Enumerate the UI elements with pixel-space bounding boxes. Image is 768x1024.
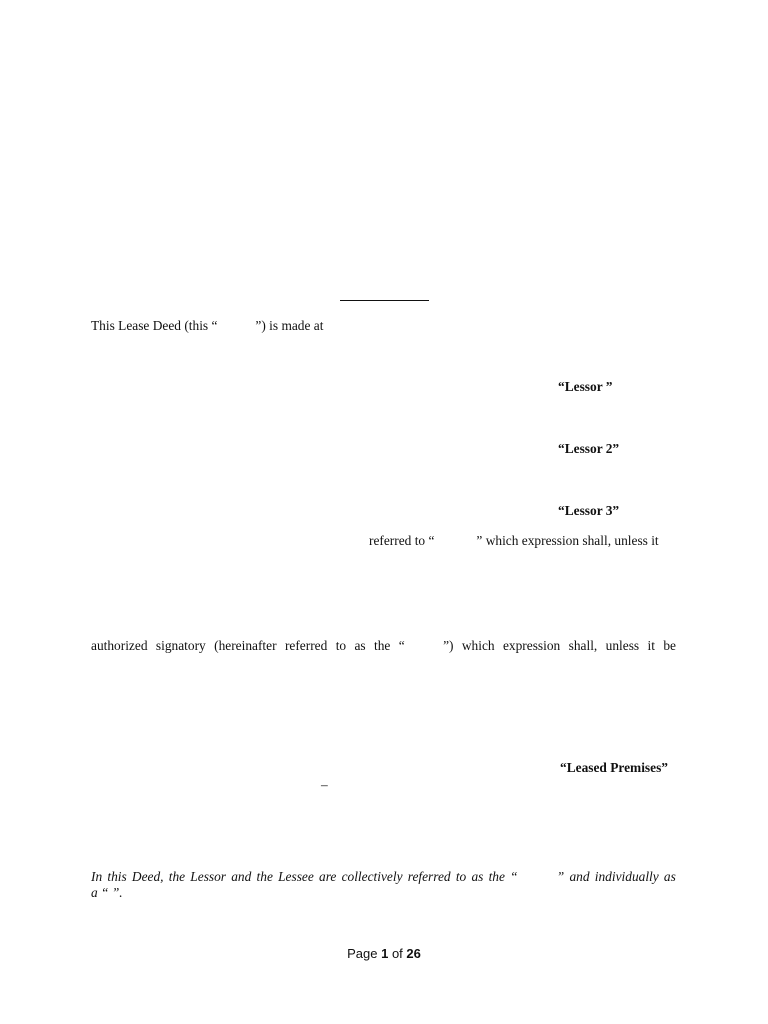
collective-clause-word: referred [407, 869, 451, 884]
collective-clause-word: Lessee [278, 869, 314, 884]
leased-premises-label: “Leased Premises” [560, 760, 668, 775]
authorized-signatory-word: it [647, 638, 655, 653]
collective-clause-word: and [569, 869, 590, 884]
authorized-signatory-word: authorized [91, 638, 148, 653]
collective-clause-word: ” [556, 869, 565, 884]
authorized-signatory-word: (hereinafter [214, 638, 277, 653]
footer-total-pages: 26 [406, 946, 421, 961]
collective-clause-word: and [231, 869, 252, 884]
authorized-signatory-word: unless [605, 638, 640, 653]
collective-clause-word: In [91, 869, 103, 884]
footer-page-label: Page [347, 946, 378, 961]
collective-clause-word: as [663, 869, 676, 884]
referred-to-part1: referred to “ [369, 533, 435, 548]
lessor-3-label: “Lessor 3” [558, 503, 620, 518]
intro-text-part2: ”) is made at [255, 318, 324, 333]
page-footer [0, 946, 768, 962]
collective-clause-line-1 [91, 869, 676, 885]
authorized-signatory-word: “ [398, 638, 405, 653]
referred-to-part2: ” which expression shall, unless it [476, 533, 659, 548]
authorized-signatory-word: which [461, 638, 495, 653]
authorized-signatory-word: referred [284, 638, 328, 653]
collective-clause-word: collectively [341, 869, 403, 884]
collective-clause-word: “ [510, 869, 518, 884]
authorized-signatory-word: be [663, 638, 676, 653]
collective-clause-word: the [256, 869, 273, 884]
collective-clause-word: as [471, 869, 484, 884]
intro-text-part1: This Lease Deed (this “ [91, 318, 218, 333]
authorized-signatory-word: shall, [568, 638, 598, 653]
collective-clause-word: the [488, 869, 505, 884]
referred-to-line [369, 533, 659, 549]
authorized-signatory-word: to [335, 638, 347, 653]
title-underline [340, 300, 429, 301]
footer-of-label: of [391, 946, 403, 961]
collective-clause-word: individually [594, 869, 659, 884]
collective-clause-word: Lessor [190, 869, 227, 884]
dash-mark: – [321, 777, 328, 792]
intro-line [91, 318, 323, 334]
collective-clause-word: are [319, 869, 337, 884]
footer-page-number: 1 [381, 946, 389, 961]
authorized-signatory-line [91, 638, 676, 654]
collective-clause-word: Deed, [131, 869, 164, 884]
authorized-signatory-word: as [354, 638, 366, 653]
authorized-signatory-word: signatory [155, 638, 206, 653]
collective-clause-word: this [107, 869, 127, 884]
authorized-signatory-word: ”) [443, 638, 454, 653]
collective-clause-word: to [455, 869, 467, 884]
collective-clause-word: the [168, 869, 186, 884]
authorized-signatory-word: expression [502, 638, 561, 653]
collective-clause-line-2: a “ ”. [91, 885, 123, 900]
authorized-signatory-word: the [374, 638, 391, 653]
lessor-1-label: “Lessor ” [558, 379, 613, 394]
lessor-2-label: “Lessor 2” [558, 441, 620, 456]
